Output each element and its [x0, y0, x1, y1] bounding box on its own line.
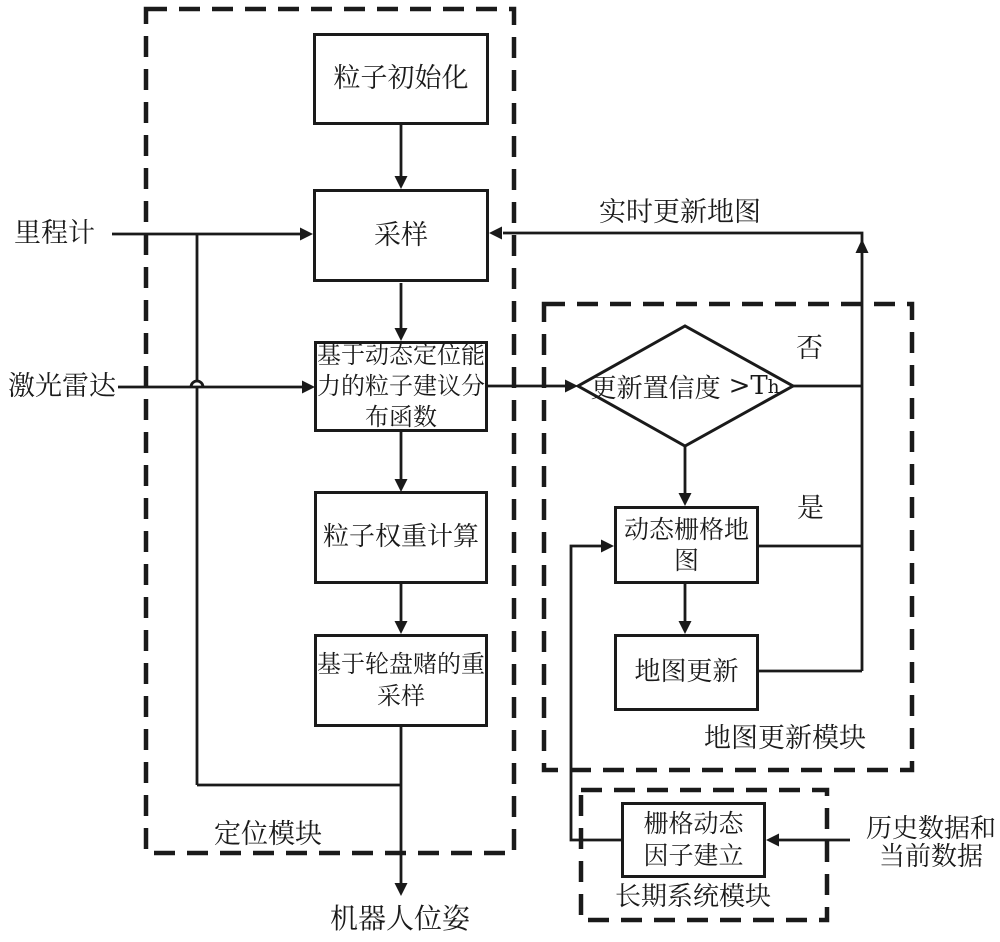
arrowhead-up-feedback [856, 239, 869, 253]
node-dynamic-grid-map: 动态栅格地 图 [614, 506, 759, 584]
arrowhead-right-gridmap [601, 540, 614, 553]
node-particle-init: 粒子初始化 [313, 33, 489, 125]
arrowhead-left-gridfactor [766, 834, 779, 847]
arrowhead-down-gridmap [679, 493, 692, 506]
node-map-update: 地图更新 [614, 634, 759, 711]
node-proposal-distribution: 基于动态定位能 力的粒子建议分 布函数 [314, 341, 488, 432]
edge-label-realtime-map: 实时更新地图 [599, 197, 761, 228]
module-label-map-update: 地图更新模块 [704, 723, 866, 754]
arrowhead-down-sampling [395, 176, 408, 189]
module-label-localization: 定位模块 [214, 819, 322, 850]
node-grid-factor: 栅格动态 因子建立 [621, 802, 766, 878]
module-borders [146, 9, 912, 920]
decision-text: 更新置信度 [590, 373, 721, 404]
input-history-data-label: 历史数据和 当前数据 [865, 814, 996, 873]
arrowhead-left-sampling-return [489, 227, 502, 240]
edge-label-yes: 是 [797, 493, 824, 524]
arrowhead-down-resampling [395, 621, 408, 634]
output-robot-pose-label: 机器人位姿 [330, 902, 471, 935]
edge-feedback-to-sampling [503, 233, 862, 671]
arrowhead-right-decision [565, 380, 578, 393]
node-weight-calc: 粒子权重计算 [314, 491, 488, 584]
decision-operator: >T [728, 371, 768, 401]
input-lidar-label: 激光雷达 [8, 371, 116, 402]
arrowhead-down-mapupdate [679, 621, 692, 634]
module-label-long-term: 长期系统模块 [615, 882, 772, 912]
input-odometer-label: 里程计 [14, 218, 95, 249]
node-sampling: 采样 [313, 189, 489, 282]
node-resampling: 基于轮盘赌的重 采样 [314, 634, 488, 727]
edge-label-no: 否 [796, 333, 823, 364]
arrowhead-right-sampling [300, 228, 313, 241]
arrowhead-down-pose [395, 883, 408, 896]
node-decision-label: 更新置信度 >T $_h$ [583, 360, 787, 412]
